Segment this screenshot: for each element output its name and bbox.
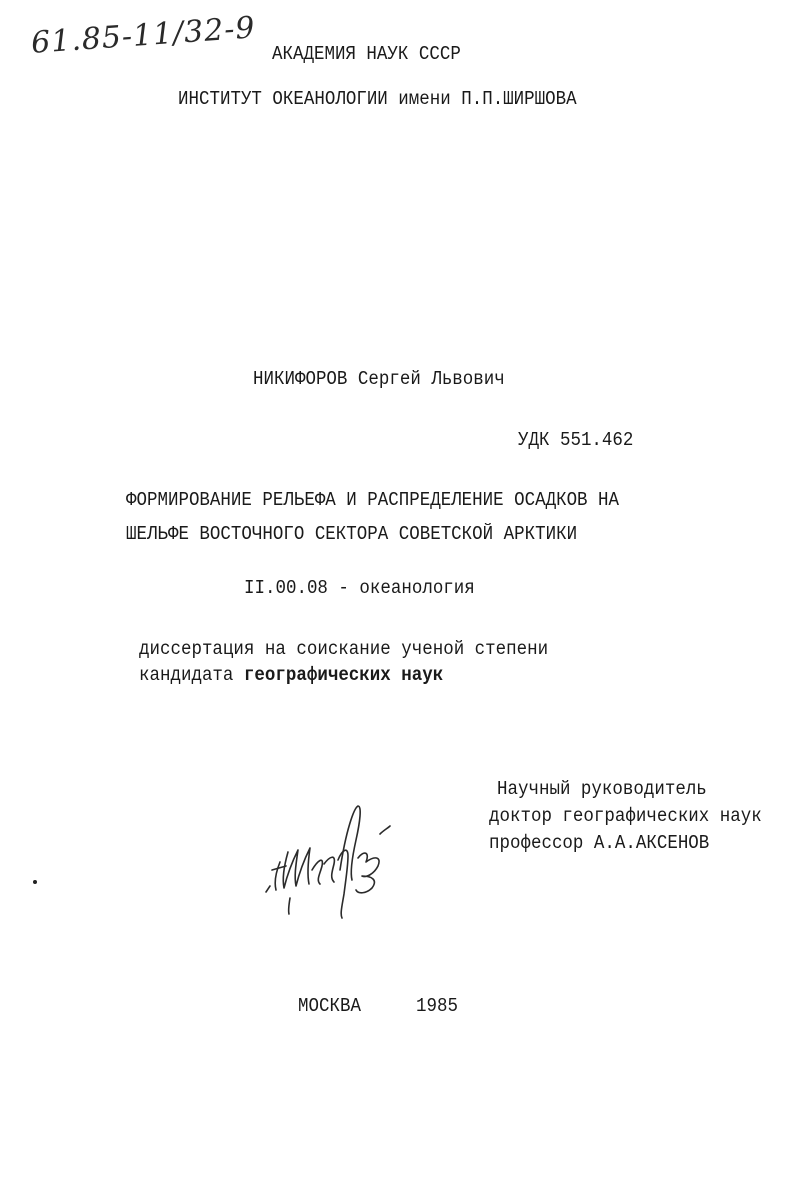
margin-speck [33, 880, 37, 884]
academy-heading: АКАДЕМИЯ НАУК СССР [272, 43, 461, 65]
degree-field: географических наук [243, 664, 444, 686]
publication-city: МОСКВА [298, 995, 361, 1017]
author-name: НИКИФОРОВ Сергей Львович [253, 368, 505, 390]
publication-year: 1985 [416, 995, 458, 1017]
specialty-code: II.00.08 - океанология [244, 577, 475, 599]
degree-prefix: кандидата [139, 664, 244, 686]
dissertation-title-line1: ФОРМИРОВАНИЕ РЕЛЬЕФА И РАСПРЕДЕЛЕНИЕ ОСАДКОВ НА [126, 489, 620, 511]
dissertation-title-line2: ШЕЛЬФЕ ВОСТОЧНОГО СЕКТОРА СОВЕТСКОЙ АРКТИКИ [126, 523, 578, 545]
supervisor-title: Научный руководитель [497, 778, 707, 800]
institute-heading: ИНСТИТУТ ОКЕАНОЛОГИИ имени П.П.ШИРШОВА [178, 88, 577, 110]
degree-line2 [139, 664, 443, 686]
supervisor-name: профессор А.А.АКСЕНОВ [489, 832, 710, 854]
archive-handwritten-note: 61.85-11/32-9 [30, 10, 257, 61]
degree-line1: диссертация на соискание ученой степени [139, 638, 549, 660]
udc-code: УДК 551.462 [518, 429, 634, 451]
supervisor-degree: доктор географических наук [489, 805, 762, 827]
handwritten-signature [262, 800, 412, 930]
